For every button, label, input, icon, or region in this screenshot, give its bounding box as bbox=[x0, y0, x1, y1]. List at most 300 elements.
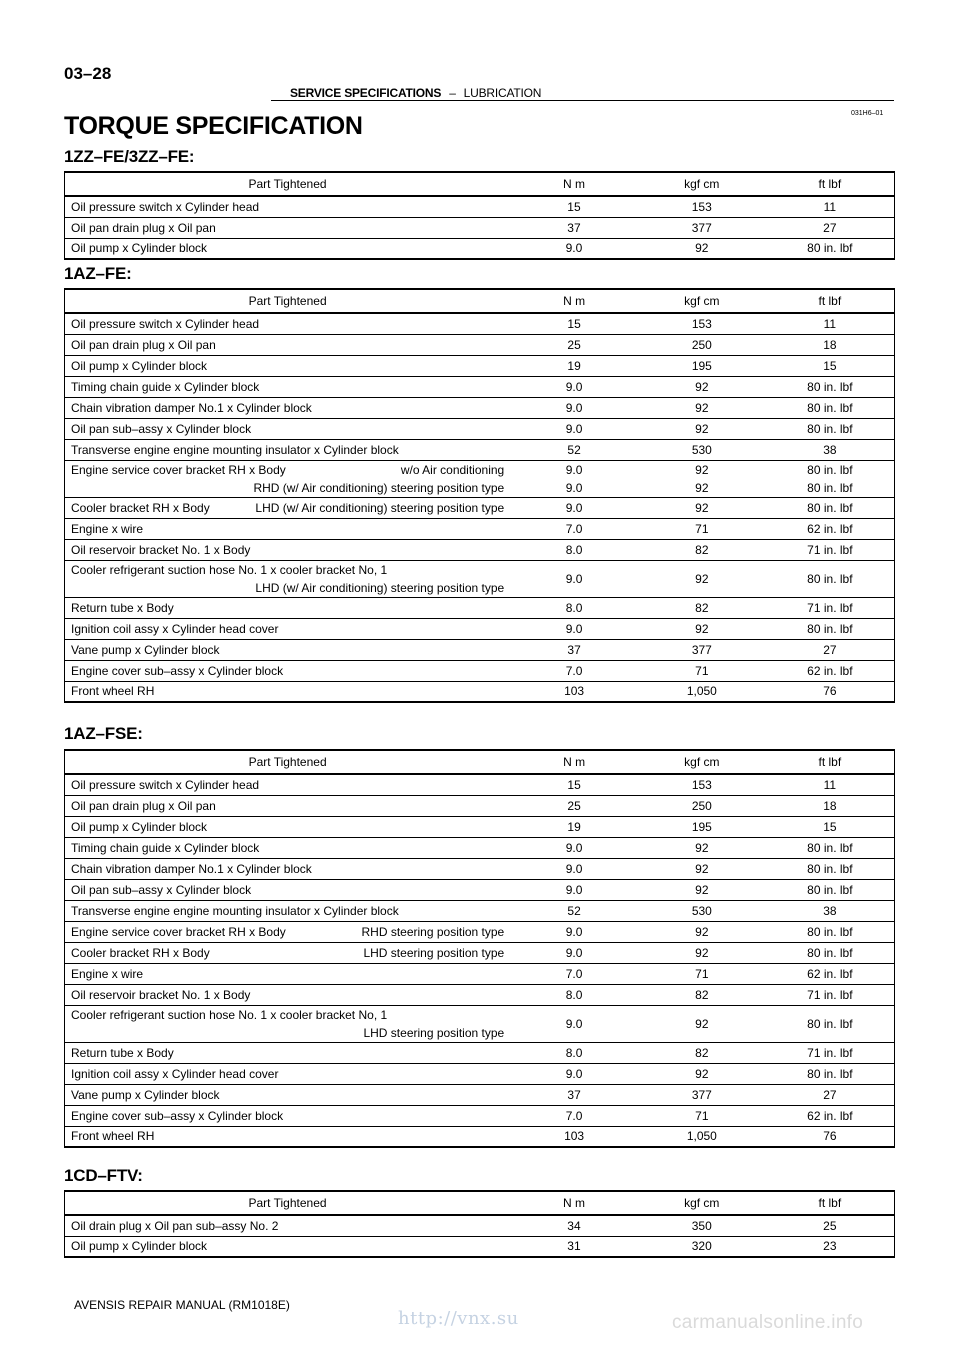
condition-note-line2: LHD (w/ Air conditioning) steering position type bbox=[255, 580, 505, 595]
table-row bbox=[65, 774, 895, 795]
value-nm-text: 37 bbox=[567, 220, 581, 235]
value-ft-text: 80 in. lbf bbox=[807, 500, 853, 515]
part-name: Cooler bracket RH x Body bbox=[71, 500, 210, 515]
value-ft bbox=[766, 942, 895, 963]
value-ft bbox=[766, 1063, 895, 1084]
value-ft-text: 62 in. lbf bbox=[807, 1108, 853, 1123]
header-part-tightened: Part Tightened bbox=[65, 172, 511, 196]
part-tightened-cell bbox=[65, 518, 511, 539]
value-nm-text: 103 bbox=[564, 1129, 585, 1144]
value-ft bbox=[766, 460, 895, 497]
value-ft-text: 11 bbox=[823, 777, 837, 792]
value-kgf bbox=[638, 1215, 766, 1236]
value-nm bbox=[510, 1236, 638, 1257]
value-nm bbox=[510, 1126, 638, 1147]
value-kgf bbox=[638, 334, 766, 355]
torque-table-1az-fse bbox=[64, 749, 895, 1148]
value-nm bbox=[510, 639, 638, 660]
part-tightened-cell bbox=[65, 618, 511, 639]
table-row bbox=[65, 1215, 895, 1236]
table-row bbox=[65, 196, 895, 217]
part-name: Return tube x Body bbox=[71, 1045, 174, 1060]
part-name: Oil pan drain plug x Oil pan bbox=[71, 798, 216, 813]
part-name: Chain vibration damper No.1 x Cylinder block bbox=[71, 400, 312, 415]
value-nm-text: 9.0 bbox=[565, 945, 583, 960]
value-nm bbox=[510, 1063, 638, 1084]
value-nm-text: 34 bbox=[567, 1218, 581, 1233]
value-nm-text: 15 bbox=[567, 777, 581, 792]
part-name: Vane pump x Cylinder block bbox=[71, 1087, 220, 1102]
value-ft bbox=[766, 900, 895, 921]
value-ft-text: 80 in. lbf bbox=[807, 861, 853, 876]
part-name: Oil pump x Cylinder block bbox=[71, 819, 208, 834]
value-ft-text: 76 bbox=[823, 1129, 837, 1144]
part-name: Oil drain plug x Oil pan sub–assy No. 2 bbox=[71, 1218, 279, 1233]
value-nm bbox=[510, 900, 638, 921]
value-ft bbox=[766, 837, 895, 858]
table-row bbox=[65, 418, 895, 439]
value-kgf-text: 250 bbox=[691, 798, 712, 813]
part-tightened-cell bbox=[65, 963, 511, 984]
value-kgf bbox=[638, 1236, 766, 1257]
part-tightened-cell bbox=[65, 355, 511, 376]
value-ft bbox=[766, 879, 895, 900]
value-kgf bbox=[638, 963, 766, 984]
value-kgf bbox=[638, 1063, 766, 1084]
value-ft-text-2: 80 in. lbf bbox=[807, 480, 853, 495]
table-row bbox=[65, 460, 895, 497]
part-tightened-cell bbox=[65, 1215, 511, 1236]
part-tightened-cell bbox=[65, 397, 511, 418]
value-nm-text: 8.0 bbox=[565, 542, 583, 557]
page-number: 03–28 bbox=[64, 64, 112, 83]
part-tightened-cell bbox=[65, 900, 511, 921]
value-kgf bbox=[638, 879, 766, 900]
value-nm bbox=[510, 518, 638, 539]
table-row bbox=[65, 921, 895, 942]
value-nm-text: 31 bbox=[567, 1239, 581, 1254]
value-ft-text: 80 in. lbf bbox=[807, 571, 853, 586]
value-ft bbox=[766, 497, 895, 518]
table-row bbox=[65, 660, 895, 681]
table-row bbox=[65, 858, 895, 879]
value-nm-text: 52 bbox=[567, 442, 581, 457]
value-kgf-text: 153 bbox=[691, 777, 712, 792]
value-ft-text: 80 in. lbf bbox=[807, 840, 853, 855]
value-ft-text: 80 in. lbf bbox=[807, 1016, 853, 1031]
value-kgf-text: 92 bbox=[695, 379, 709, 394]
value-kgf bbox=[638, 238, 766, 259]
value-ft-text: 80 in. lbf bbox=[807, 400, 853, 415]
value-ft-text: 38 bbox=[823, 442, 837, 457]
value-nm bbox=[510, 439, 638, 460]
value-kgf bbox=[638, 858, 766, 879]
condition-note: LHD (w/ Air conditioning) steering position type bbox=[255, 500, 505, 515]
value-ft-text: 80 in. lbf bbox=[807, 621, 853, 636]
value-nm bbox=[510, 858, 638, 879]
table-row bbox=[65, 560, 895, 597]
value-ft bbox=[766, 921, 895, 942]
value-kgf bbox=[638, 816, 766, 837]
value-nm-text: 7.0 bbox=[565, 966, 583, 981]
value-nm-text: 7.0 bbox=[565, 521, 583, 536]
part-name: Transverse engine engine mounting insulator x Cylinder block bbox=[71, 442, 399, 457]
value-ft bbox=[766, 1236, 895, 1257]
value-kgf bbox=[638, 837, 766, 858]
part-name: Oil pan sub–assy x Cylinder block bbox=[71, 421, 252, 436]
part-tightened-cell bbox=[65, 439, 511, 460]
header-part-tightened: Part Tightened bbox=[65, 750, 511, 774]
part-tightened-cell bbox=[65, 238, 511, 259]
table-header-row bbox=[65, 750, 895, 774]
table-row bbox=[65, 217, 895, 238]
part-tightened-cell bbox=[65, 1105, 511, 1126]
part-tightened-cell bbox=[65, 921, 511, 942]
document-code: 031H6–01 bbox=[851, 110, 884, 117]
value-ft-text: 71 in. lbf bbox=[807, 600, 853, 615]
subsection-name: LUBRICATION bbox=[463, 86, 542, 100]
value-kgf bbox=[638, 660, 766, 681]
value-ft-text: 71 in. lbf bbox=[807, 1045, 853, 1060]
part-name: Timing chain guide x Cylinder block bbox=[71, 379, 260, 394]
value-ft-text: 18 bbox=[823, 798, 837, 813]
table-row bbox=[65, 1084, 895, 1105]
value-nm-text: 19 bbox=[567, 819, 581, 834]
part-name: Engine cover sub–assy x Cylinder block bbox=[71, 1108, 284, 1123]
part-tightened-cell bbox=[65, 334, 511, 355]
value-kgf-text: 92 bbox=[695, 621, 709, 636]
value-ft-text: 80 in. lbf bbox=[807, 379, 853, 394]
value-ft bbox=[766, 816, 895, 837]
value-ft bbox=[766, 418, 895, 439]
section-heading-1cd-ftv: 1CD–FTV: bbox=[64, 1166, 143, 1185]
value-ft bbox=[766, 397, 895, 418]
value-kgf-text: 82 bbox=[695, 542, 709, 557]
value-nm-text: 9.0 bbox=[565, 379, 583, 394]
value-kgf bbox=[638, 1042, 766, 1063]
value-kgf-text: 530 bbox=[691, 442, 712, 457]
value-ft bbox=[766, 1005, 895, 1042]
table-row bbox=[65, 1063, 895, 1084]
value-ft-text: 11 bbox=[823, 316, 837, 331]
value-kgf-text: 350 bbox=[691, 1218, 712, 1233]
value-nm-text: 9.0 bbox=[565, 840, 583, 855]
watermark-site: carmanualsonline.info bbox=[672, 1312, 864, 1333]
value-ft bbox=[766, 376, 895, 397]
table-row bbox=[65, 334, 895, 355]
value-nm-text: 52 bbox=[567, 903, 581, 918]
part-tightened-cell bbox=[65, 1063, 511, 1084]
value-ft bbox=[766, 597, 895, 618]
part-name: Cooler bracket RH x Body bbox=[71, 945, 210, 960]
value-nm-text: 9.0 bbox=[565, 241, 583, 256]
value-kgf-text: 195 bbox=[691, 358, 712, 373]
value-ft-text: 80 in. lbf bbox=[807, 421, 853, 436]
value-kgf bbox=[638, 681, 766, 702]
header-kgf-cm: kgf cm bbox=[638, 750, 766, 774]
table-row bbox=[65, 618, 895, 639]
value-nm-text: 7.0 bbox=[565, 663, 583, 678]
value-kgf bbox=[638, 984, 766, 1005]
table-row bbox=[65, 497, 895, 518]
part-name: Front wheel RH bbox=[71, 684, 155, 699]
value-kgf-text-2: 92 bbox=[695, 480, 709, 495]
header-ft-lbf: ft lbf bbox=[766, 289, 895, 313]
value-ft-text: 71 in. lbf bbox=[807, 542, 853, 557]
value-nm bbox=[510, 460, 638, 497]
value-ft bbox=[766, 1126, 895, 1147]
torque-table-1az-fe bbox=[64, 288, 895, 703]
part-name: Oil pressure switch x Cylinder head bbox=[71, 316, 260, 331]
value-nm bbox=[510, 681, 638, 702]
header-ft-lbf: ft lbf bbox=[766, 750, 895, 774]
value-nm bbox=[510, 539, 638, 560]
value-kgf-text: 71 bbox=[695, 663, 709, 678]
part-tightened-cell bbox=[65, 497, 511, 518]
value-kgf-text: 82 bbox=[695, 1045, 709, 1060]
value-kgf-text: 92 bbox=[695, 861, 709, 876]
value-ft-text: 27 bbox=[823, 1087, 837, 1102]
value-kgf-text: 92 bbox=[695, 571, 709, 586]
header-kgf-cm: kgf cm bbox=[638, 1191, 766, 1215]
part-name: Oil pan drain plug x Oil pan bbox=[71, 337, 216, 352]
value-ft-text: 80 in. lbf bbox=[807, 241, 853, 256]
table-row bbox=[65, 963, 895, 984]
value-kgf bbox=[638, 1126, 766, 1147]
header-kgf-cm: kgf cm bbox=[638, 289, 766, 313]
part-tightened-cell bbox=[65, 879, 511, 900]
table-row bbox=[65, 1042, 895, 1063]
value-ft-text: 18 bbox=[823, 337, 837, 352]
value-nm-text: 37 bbox=[567, 1087, 581, 1102]
part-name: Oil pressure switch x Cylinder head bbox=[71, 777, 260, 792]
value-nm-text: 9.0 bbox=[565, 421, 583, 436]
value-kgf bbox=[638, 795, 766, 816]
value-nm bbox=[510, 217, 638, 238]
value-kgf-text: 82 bbox=[695, 600, 709, 615]
value-nm-text: 9.0 bbox=[565, 882, 583, 897]
value-kgf-text: 377 bbox=[691, 220, 712, 235]
value-ft-text: 71 in. lbf bbox=[807, 987, 853, 1002]
value-ft bbox=[766, 1042, 895, 1063]
table-row bbox=[65, 639, 895, 660]
value-nm bbox=[510, 355, 638, 376]
part-tightened-cell bbox=[65, 418, 511, 439]
value-nm-text: 9.0 bbox=[565, 571, 583, 586]
value-ft bbox=[766, 334, 895, 355]
value-kgf bbox=[638, 921, 766, 942]
value-nm bbox=[510, 879, 638, 900]
value-nm-text: 9.0 bbox=[565, 500, 583, 515]
part-tightened-cell bbox=[65, 1084, 511, 1105]
value-kgf bbox=[638, 1105, 766, 1126]
condition-note: RHD steering position type bbox=[361, 924, 505, 939]
value-nm bbox=[510, 497, 638, 518]
value-nm bbox=[510, 984, 638, 1005]
value-kgf-text: 92 bbox=[695, 1066, 709, 1081]
value-kgf bbox=[638, 900, 766, 921]
part-tightened-cell bbox=[65, 858, 511, 879]
value-ft bbox=[766, 618, 895, 639]
value-nm-text: 15 bbox=[567, 199, 581, 214]
value-nm-text: 8.0 bbox=[565, 1045, 583, 1060]
value-kgf bbox=[638, 1084, 766, 1105]
part-tightened-cell bbox=[65, 660, 511, 681]
part-tightened-cell bbox=[65, 942, 511, 963]
part-tightened-cell bbox=[65, 196, 511, 217]
value-kgf bbox=[638, 597, 766, 618]
part-name: Cooler refrigerant suction hose No. 1 x cooler bracket No, 1 bbox=[71, 1007, 388, 1022]
table-header-row bbox=[65, 172, 895, 196]
value-kgf bbox=[638, 618, 766, 639]
value-kgf-text: 71 bbox=[695, 1108, 709, 1123]
value-ft bbox=[766, 355, 895, 376]
value-ft bbox=[766, 238, 895, 259]
value-kgf bbox=[638, 460, 766, 497]
value-kgf bbox=[638, 439, 766, 460]
table-row bbox=[65, 1126, 895, 1147]
value-ft-text: 62 in. lbf bbox=[807, 966, 853, 981]
torque-table-1cd-ftv bbox=[64, 1190, 895, 1258]
table-row bbox=[65, 597, 895, 618]
value-ft-text: 80 in. lbf bbox=[807, 945, 853, 960]
part-tightened-cell bbox=[65, 217, 511, 238]
part-name: Oil reservoir bracket No. 1 x Body bbox=[71, 542, 251, 557]
value-nm-text: 9.0 bbox=[565, 861, 583, 876]
part-name: Ignition coil assy x Cylinder head cover bbox=[71, 621, 279, 636]
part-name: Oil pump x Cylinder block bbox=[71, 358, 208, 373]
value-ft bbox=[766, 660, 895, 681]
value-kgf-text: 82 bbox=[695, 987, 709, 1002]
value-kgf-text: 1,050 bbox=[686, 1129, 717, 1144]
table-row bbox=[65, 376, 895, 397]
part-name: Engine service cover bracket RH x Body bbox=[71, 924, 286, 939]
value-nm-text: 9.0 bbox=[565, 621, 583, 636]
part-tightened-cell bbox=[65, 560, 511, 597]
value-nm-text: 9.0 bbox=[565, 400, 583, 415]
value-nm bbox=[510, 313, 638, 334]
value-ft-text: 15 bbox=[823, 358, 837, 373]
header-n-m: N m bbox=[510, 750, 638, 774]
value-nm bbox=[510, 816, 638, 837]
table-row bbox=[65, 439, 895, 460]
value-ft bbox=[766, 1105, 895, 1126]
table-row bbox=[65, 518, 895, 539]
value-nm bbox=[510, 560, 638, 597]
part-name: Oil pump x Cylinder block bbox=[71, 1239, 208, 1254]
value-nm bbox=[510, 618, 638, 639]
value-kgf bbox=[638, 942, 766, 963]
value-nm bbox=[510, 1005, 638, 1042]
value-kgf bbox=[638, 355, 766, 376]
part-tightened-cell bbox=[65, 795, 511, 816]
value-nm-text: 8.0 bbox=[565, 987, 583, 1002]
value-nm bbox=[510, 795, 638, 816]
value-kgf bbox=[638, 376, 766, 397]
value-ft bbox=[766, 313, 895, 334]
value-kgf-text: 92 bbox=[695, 400, 709, 415]
value-kgf-text: 530 bbox=[691, 903, 712, 918]
value-nm bbox=[510, 1084, 638, 1105]
header-rule bbox=[271, 100, 894, 101]
part-name: Engine x wire bbox=[71, 521, 144, 536]
value-ft-text: 23 bbox=[823, 1239, 837, 1254]
value-kgf bbox=[638, 196, 766, 217]
value-ft-text: 38 bbox=[823, 903, 837, 918]
footer-manual-title: AVENSIS REPAIR MANUAL (RM1018E) bbox=[74, 1298, 290, 1312]
value-ft bbox=[766, 639, 895, 660]
table-row bbox=[65, 313, 895, 334]
page-title: TORQUE SPECIFICATION bbox=[64, 112, 363, 140]
part-tightened-cell bbox=[65, 1236, 511, 1257]
part-tightened-cell bbox=[65, 597, 511, 618]
part-name: Oil pan drain plug x Oil pan bbox=[71, 220, 216, 235]
part-tightened-cell bbox=[65, 460, 511, 497]
value-nm bbox=[510, 921, 638, 942]
value-ft-text: 27 bbox=[823, 220, 837, 235]
part-tightened-cell bbox=[65, 313, 511, 334]
table-row bbox=[65, 795, 895, 816]
part-name: Front wheel RH bbox=[71, 1129, 155, 1144]
value-kgf-text: 377 bbox=[691, 642, 712, 657]
value-nm bbox=[510, 418, 638, 439]
part-tightened-cell bbox=[65, 376, 511, 397]
value-kgf bbox=[638, 313, 766, 334]
value-ft bbox=[766, 858, 895, 879]
value-kgf-text: 92 bbox=[695, 924, 709, 939]
part-name: Chain vibration damper No.1 x Cylinder block bbox=[71, 861, 312, 876]
table-row bbox=[65, 900, 895, 921]
value-ft-text: 25 bbox=[823, 1218, 837, 1233]
part-tightened-cell bbox=[65, 1042, 511, 1063]
header-n-m: N m bbox=[510, 1191, 638, 1215]
value-nm bbox=[510, 376, 638, 397]
value-ft-text: 27 bbox=[823, 642, 837, 657]
part-name: Oil pressure switch x Cylinder head bbox=[71, 199, 260, 214]
part-name: Return tube x Body bbox=[71, 600, 174, 615]
value-kgf-text: 377 bbox=[691, 1087, 712, 1102]
section-heading-1az-fse: 1AZ–FSE: bbox=[64, 724, 143, 743]
value-ft bbox=[766, 539, 895, 560]
header-n-m: N m bbox=[510, 172, 638, 196]
part-tightened-cell bbox=[65, 774, 511, 795]
value-kgf-text: 320 bbox=[691, 1239, 712, 1254]
condition-note-line2: RHD (w/ Air conditioning) steering position type bbox=[253, 480, 505, 495]
section-name: SERVICE SPECIFICATIONS bbox=[290, 86, 442, 100]
table-row bbox=[65, 1105, 895, 1126]
value-nm bbox=[510, 238, 638, 259]
value-nm bbox=[510, 774, 638, 795]
header-ft-lbf: ft lbf bbox=[766, 1191, 895, 1215]
value-kgf-text: 92 bbox=[695, 421, 709, 436]
table-header-row bbox=[65, 1191, 895, 1215]
value-ft-text: 11 bbox=[823, 199, 837, 214]
value-nm bbox=[510, 963, 638, 984]
value-ft bbox=[766, 518, 895, 539]
condition-note: w/o Air conditioning bbox=[400, 462, 505, 477]
value-ft-text: 62 in. lbf bbox=[807, 663, 853, 678]
header-ft-lbf: ft lbf bbox=[766, 172, 895, 196]
value-kgf-text: 92 bbox=[695, 882, 709, 897]
value-kgf bbox=[638, 397, 766, 418]
value-ft bbox=[766, 795, 895, 816]
part-name: Vane pump x Cylinder block bbox=[71, 642, 220, 657]
table-row bbox=[65, 539, 895, 560]
value-ft bbox=[766, 963, 895, 984]
part-tightened-cell bbox=[65, 1126, 511, 1147]
value-kgf bbox=[638, 539, 766, 560]
section-heading-1zz: 1ZZ–FE/3ZZ–FE: bbox=[64, 147, 195, 166]
